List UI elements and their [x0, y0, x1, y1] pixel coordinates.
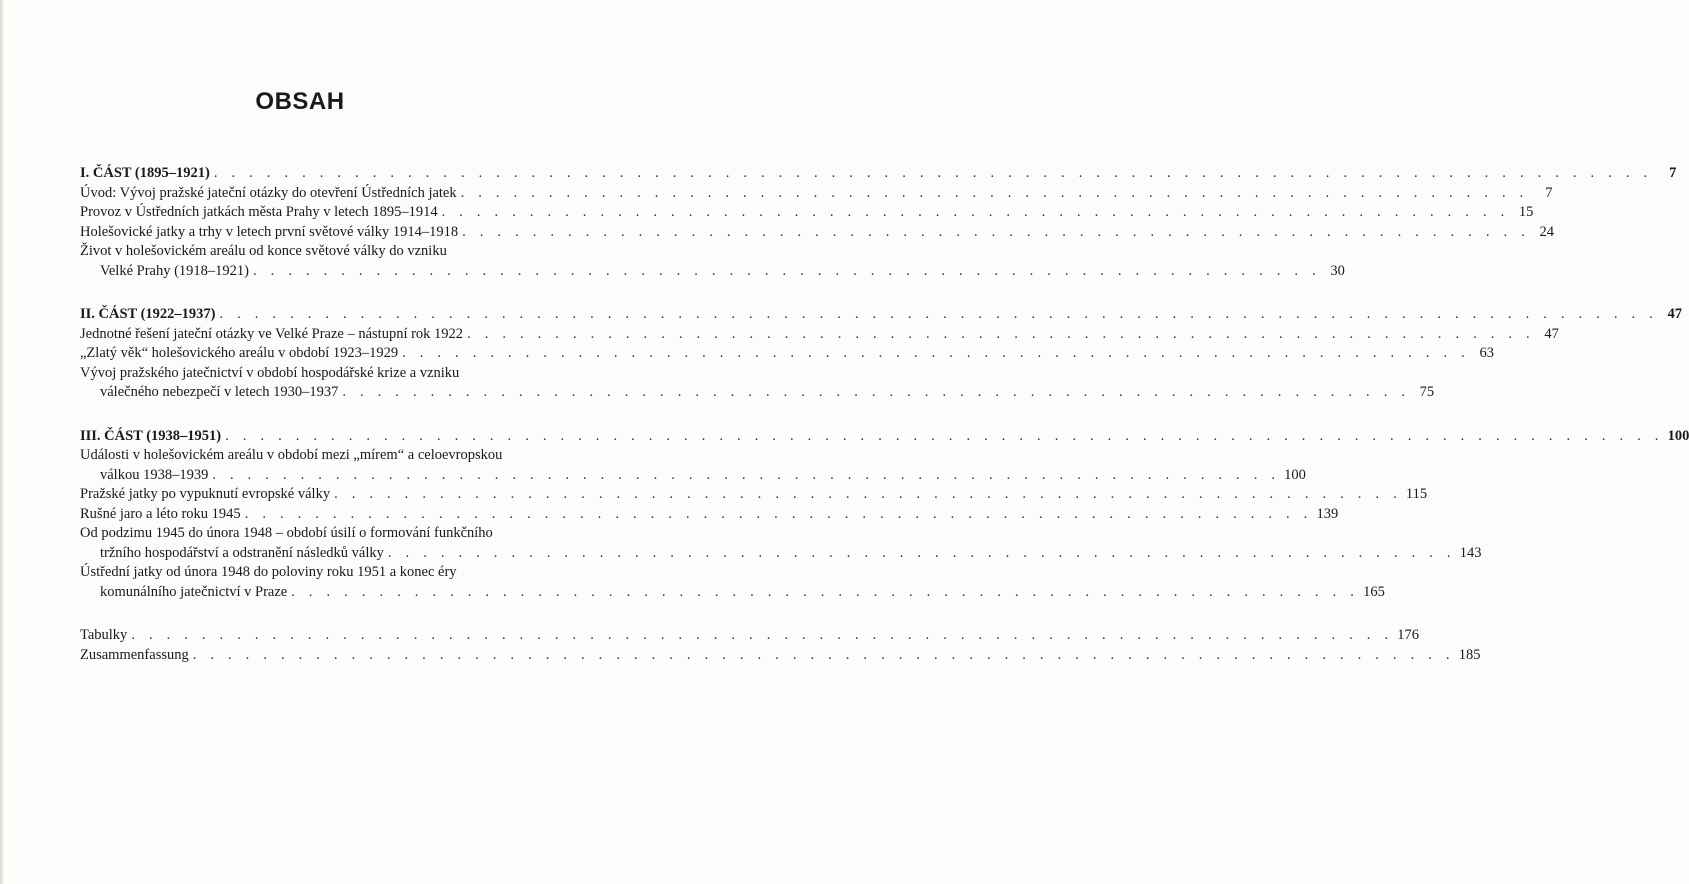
dot-leader: . . . . . . . . . . . . . . . . . . . . . . . . . . . . . . . . . . . . . . . . . . . . . . . . . . . . . . . . . . . . . . . . . . . . . . . . . . . . . . . . . . — [219, 306, 1658, 322]
entry-text: Události v holešovickém areálu v období mezi „mírem“ a celoevropskou — [80, 447, 503, 463]
entry-text: Život v holešovickém areálu od konce světové války do vzniku — [80, 243, 447, 259]
section-heading — [80, 427, 1689, 447]
section-heading-text: I. ČÁST (1895–1921) — [80, 165, 210, 181]
toc-entry — [80, 344, 1494, 364]
dot-leader: . . . . . . . . . . . . . . . . . . . . . . . . . . . . . . . . . . . . . . . . . . . . . . . . . . . . . . . . . . . . . — [291, 583, 1360, 600]
page-number: 143 — [1459, 544, 1482, 561]
toc-entry — [80, 583, 1385, 603]
page-number: 47 — [1544, 325, 1559, 342]
toc-appendix — [80, 626, 1481, 665]
page-number: 30 — [1330, 262, 1345, 279]
dot-leader: . . . . . . . . . . . . . . . . . . . . . . . . . . . . . . . . . . . . . . . . . . . . . . . . . . . . . . . . . . . . . — [212, 466, 1281, 483]
entry-text: Od podzimu 1945 do února 1948 – období úsilí o formování funkčního — [80, 525, 493, 541]
toc-entry — [80, 466, 1306, 486]
page-number: 165 — [1363, 583, 1385, 600]
toc-entry — [80, 262, 1345, 282]
dot-leader: . . . . . . . . . . . . . . . . . . . . . . . . . . . . . . . . . . . . . . . . . . . . . . . . . . . . . . . . . . . . . — [460, 184, 1529, 201]
page-edge — [0, 0, 4, 884]
page-number: 115 — [1405, 486, 1428, 502]
entry-text: Holešovické jatky a trhy v letech první světové války 1914–1918 — [80, 223, 459, 240]
entry-text: Úvod: Vývoj pražské jateční otázky do otevření Ústředních jatek — [80, 184, 457, 201]
page-number: 15 — [1518, 204, 1534, 220]
page-number: 139 — [1316, 505, 1339, 522]
dot-leader: . . . . . . . . . . . . . . . . . . . . . . . . . . . . . . . . . . . . . . . . . . . . . . . . . . . . . . . . . . . . . . . . . . . . . . . . — [192, 646, 1455, 663]
toc-section-2 — [80, 305, 1682, 403]
page-title: OBSAH — [255, 88, 345, 115]
toc-entry — [80, 223, 1554, 243]
toc-section-1 — [80, 164, 1677, 281]
toc-entry — [80, 646, 1481, 666]
dot-leader: . . . . . . . . . . . . . . . . . . . . . . . . . . . . . . . . . . . . . . . . . . . . . . . . . . . . . . . . . . . . . — [253, 262, 1321, 279]
page-number: 24 — [1539, 223, 1554, 240]
page-number: 7 — [1669, 165, 1677, 181]
entry-text-continued: tržního hospodářství a odstranění následků války — [100, 544, 384, 561]
page-number: 100 — [1667, 427, 1689, 444]
dot-leader: . . . . . . . . . . . . . . . . . . . . . . . . . . . . . . . . . . . . . . . . . . . . . . . . . . . . . . . . . . . . . — [342, 384, 1411, 400]
toc-section-3 — [80, 427, 1689, 603]
page-number: 47 — [1667, 306, 1682, 322]
dot-leader: . . . . . . . . . . . . . . . . . . . . . . . . . . . . . . . . . . . . . . . . . . . . . . . . . . . . . . . . . . . . . — [244, 505, 1313, 522]
dot-leader: . . . . . . . . . . . . . . . . . . . . . . . . . . . . . . . . . . . . . . . . . . . . . . . . . . . . . . . . . . . . . . . . . . . . . . . . — [131, 627, 1394, 643]
entry-text: Tabulky — [80, 627, 128, 643]
entry-text: Pražské jatky po vypuknutí evropské války — [80, 486, 331, 502]
entry-text: Provoz v Ústředních jatkách města Prahy v letech 1895–1914 — [80, 204, 438, 220]
entry-text: Ústřední jatky od února 1948 do poloviny roku 1951 a konec éry — [80, 564, 457, 580]
toc-entry — [80, 325, 1559, 345]
dot-leader: . . . . . . . . . . . . . . . . . . . . . . . . . . . . . . . . . . . . . . . . . . . . . . . . . . . . . . . . . . . . . — [467, 325, 1535, 342]
toc-entry — [80, 184, 1553, 204]
toc-entry — [80, 203, 1534, 223]
dot-leader: . . . . . . . . . . . . . . . . . . . . . . . . . . . . . . . . . . . . . . . . . . . . . . . . . . . . . . . . . . . . . . . . . . . . . . . . . . . . . . . . . . — [225, 427, 1664, 444]
toc-entry — [80, 383, 1435, 403]
page-number: 100 — [1284, 466, 1306, 483]
page-number: 63 — [1479, 345, 1494, 361]
entry-text-continued: Velké Prahy (1918–1921) — [100, 262, 250, 279]
table-of-contents — [80, 164, 1689, 683]
dot-leader: . . . . . . . . . . . . . . . . . . . . . . . . . . . . . . . . . . . . . . . . . . . . . . . . . . . . . . . . . . . . . . . . . . . . . . . . . . . . . . . . . . — [213, 165, 1653, 181]
section-heading — [80, 305, 1682, 325]
section-heading — [80, 164, 1677, 184]
page-number: 185 — [1458, 646, 1481, 663]
dot-leader: . . . . . . . . . . . . . . . . . . . . . . . . . . . . . . . . . . . . . . . . . . . . . . . . . . . . . . . . . . . . . — [462, 223, 1530, 240]
toc-entry — [80, 544, 1482, 564]
section-heading-text: II. ČÁST (1922–1937) — [80, 306, 216, 322]
entry-text-continued: válečného nebezpečí v letech 1930–1937 — [100, 384, 339, 400]
entry-text: Rušné jaro a léto roku 1945 — [80, 505, 241, 522]
entry-text-continued: válkou 1938–1939 — [100, 466, 209, 483]
page-number: 176 — [1397, 627, 1420, 643]
page-number: 7 — [1545, 184, 1553, 201]
entry-text: Jednotné řešení jateční otázky ve Velké Praze – nástupní rok 1922 — [80, 325, 464, 342]
dot-leader: . . . . . . . . . . . . . . . . . . . . . . . . . . . . . . . . . . . . . . . . . . . . . . . . . . . . . . . . . . . . . — [387, 544, 1456, 561]
section-heading-text: III. ČÁST (1938–1951) — [80, 427, 222, 444]
toc-entry — [80, 626, 1420, 646]
page-number: 75 — [1419, 384, 1435, 400]
entry-text: „Zlatý věk“ holešovického areálu v období 1923–1929 — [80, 345, 399, 361]
toc-entry — [80, 505, 1339, 525]
entry-text-continued: komunálního jatečnictví v Praze — [100, 583, 288, 600]
entry-text: Vývoj pražského jatečnictví v období hospodářské krize a vzniku — [80, 364, 460, 381]
dot-leader: . . . . . . . . . . . . . . . . . . . . . . . . . . . . . . . . . . . . . . . . . . . . . . . . . . . . . . . . . . . . . — [334, 486, 1402, 502]
toc-entry — [80, 485, 1428, 505]
dot-leader: . . . . . . . . . . . . . . . . . . . . . . . . . . . . . . . . . . . . . . . . . . . . . . . . . . . . . . . . . . . . . — [402, 345, 1470, 361]
entry-text: Zusammenfassung — [80, 646, 189, 663]
dot-leader: . . . . . . . . . . . . . . . . . . . . . . . . . . . . . . . . . . . . . . . . . . . . . . . . . . . . . . . . . . . . . — [441, 204, 1510, 220]
